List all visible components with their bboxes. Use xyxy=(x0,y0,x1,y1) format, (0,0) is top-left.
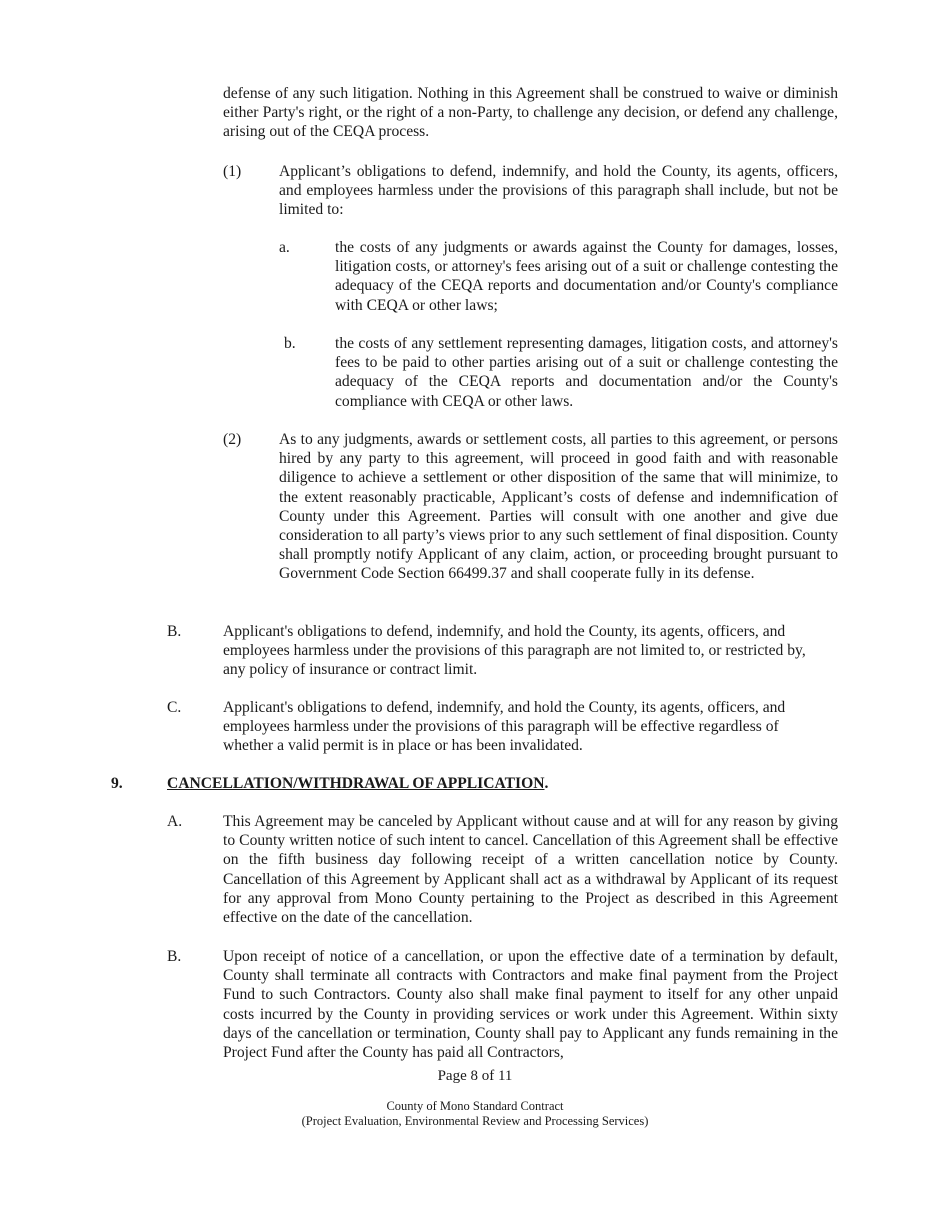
sec-9a-text: This Agreement may be canceled by Applicant without cause and at will for any reason by giving to County written notice of such intent to cancel. Cancellation of this Agreement shall be effective on the fifth business day following receipt of a written cancellation notice by County. Cancellation of this Agreement by Applicant shall act as a withdrawal by Applicant of its request for any approval from Mono County pertaining to the Project as described in this Agreement effective on the date of the cancellation. xyxy=(223,813,838,927)
section-9-title: CANCELLATION/WITHDRAWAL OF APPLICATION xyxy=(167,775,545,792)
page-number: Page 8 of 11 xyxy=(437,1068,513,1084)
sec-9a-marker: A. xyxy=(167,813,183,830)
item-1a-text: the costs of any judgments or awards against the County for damages, losses, litigation costs, or attorney's fees arising out of a suit or challenge contesting the adequacy of the CEQA reports and documentation and/or County's compliance with CEQA or other laws; xyxy=(335,239,838,314)
item-2-text: As to any judgments, awards or settlement costs, all parties to this agreement, or persons hired by any party to this agreement, will proceed in good faith and with reasonable diligence to achieve a settlement or other disposition of the same that will minimize, to the extent reasonably practicable, Applicant’s costs of defense and indemnification of County under this Agreement. Parties will consult with one another and give due consideration to all party’s views prior to any such settlement of final disposition. County shall promptly notify Applicant of any claim, action, or proceeding brought pursuant to Government Code Section 66499.37 and shall cooperate fully in its defense. xyxy=(279,431,838,583)
item-c-marker: C. xyxy=(167,699,182,716)
item-1a-marker: a. xyxy=(279,239,290,256)
section-9-number: 9. xyxy=(111,775,123,792)
item-2-marker: (2) xyxy=(223,431,242,448)
footer-line-1: County of Mono Standard Contract xyxy=(386,1099,564,1113)
item-1b-marker: b. xyxy=(284,335,296,352)
item-1-marker: (1) xyxy=(223,163,242,180)
item-b-marker: B. xyxy=(167,623,182,640)
section-9-period: . xyxy=(544,775,549,792)
footer-line-2: (Project Evaluation, Environmental Review and Processing Services) xyxy=(301,1114,649,1128)
item-b-text: Applicant's obligations to defend, indemnify, and hold the County, its agents, officers, and employees harmless under the provisions of this paragraph are not limited to, or restricted by, any policy of insurance or contract limit. xyxy=(223,623,806,679)
section-9-heading xyxy=(167,774,548,793)
sec-9b-marker: B. xyxy=(167,948,182,965)
item-c-text: Applicant's obligations to defend, indemnify, and hold the County, its agents, officers, and employees harmless under the provisions of this paragraph will be effective regardless of whether a valid permit is in place or has been invalidated. xyxy=(223,699,786,755)
item-1-text: Applicant’s obligations to defend, indemnify, and hold the County, its agents, officers, and employees harmless under the provisions of this paragraph shall include, but not be limited to: xyxy=(279,163,838,219)
intro-paragraph: defense of any such litigation. Nothing in this Agreement shall be construed to waive or diminish either Party's right, or the right of a non-Party, to challenge any decision, or defend any challenge, arising out of the CEQA process. xyxy=(223,85,838,141)
item-1b-text: the costs of any settlement representing damages, litigation costs, and attorney's fees to be paid to other parties arising out of a suit or challenge contesting the adequacy of the CEQA reports and documentation and/or the County's compliance with CEQA or other laws. xyxy=(335,335,838,410)
sec-9b-text: Upon receipt of notice of a cancellation, or upon the effective date of a termination by default, County shall terminate all contracts with Contractors and make final payment from the Project Fund to such Contractors. County also shall make final payment to itself for any other unpaid costs incurred by the County in providing services or work under this Agreement. Within sixty days of the cancellation or termination, County shall pay to Applicant any funds remaining in the Project Fund after the County has paid all Contractors, xyxy=(223,948,838,1062)
